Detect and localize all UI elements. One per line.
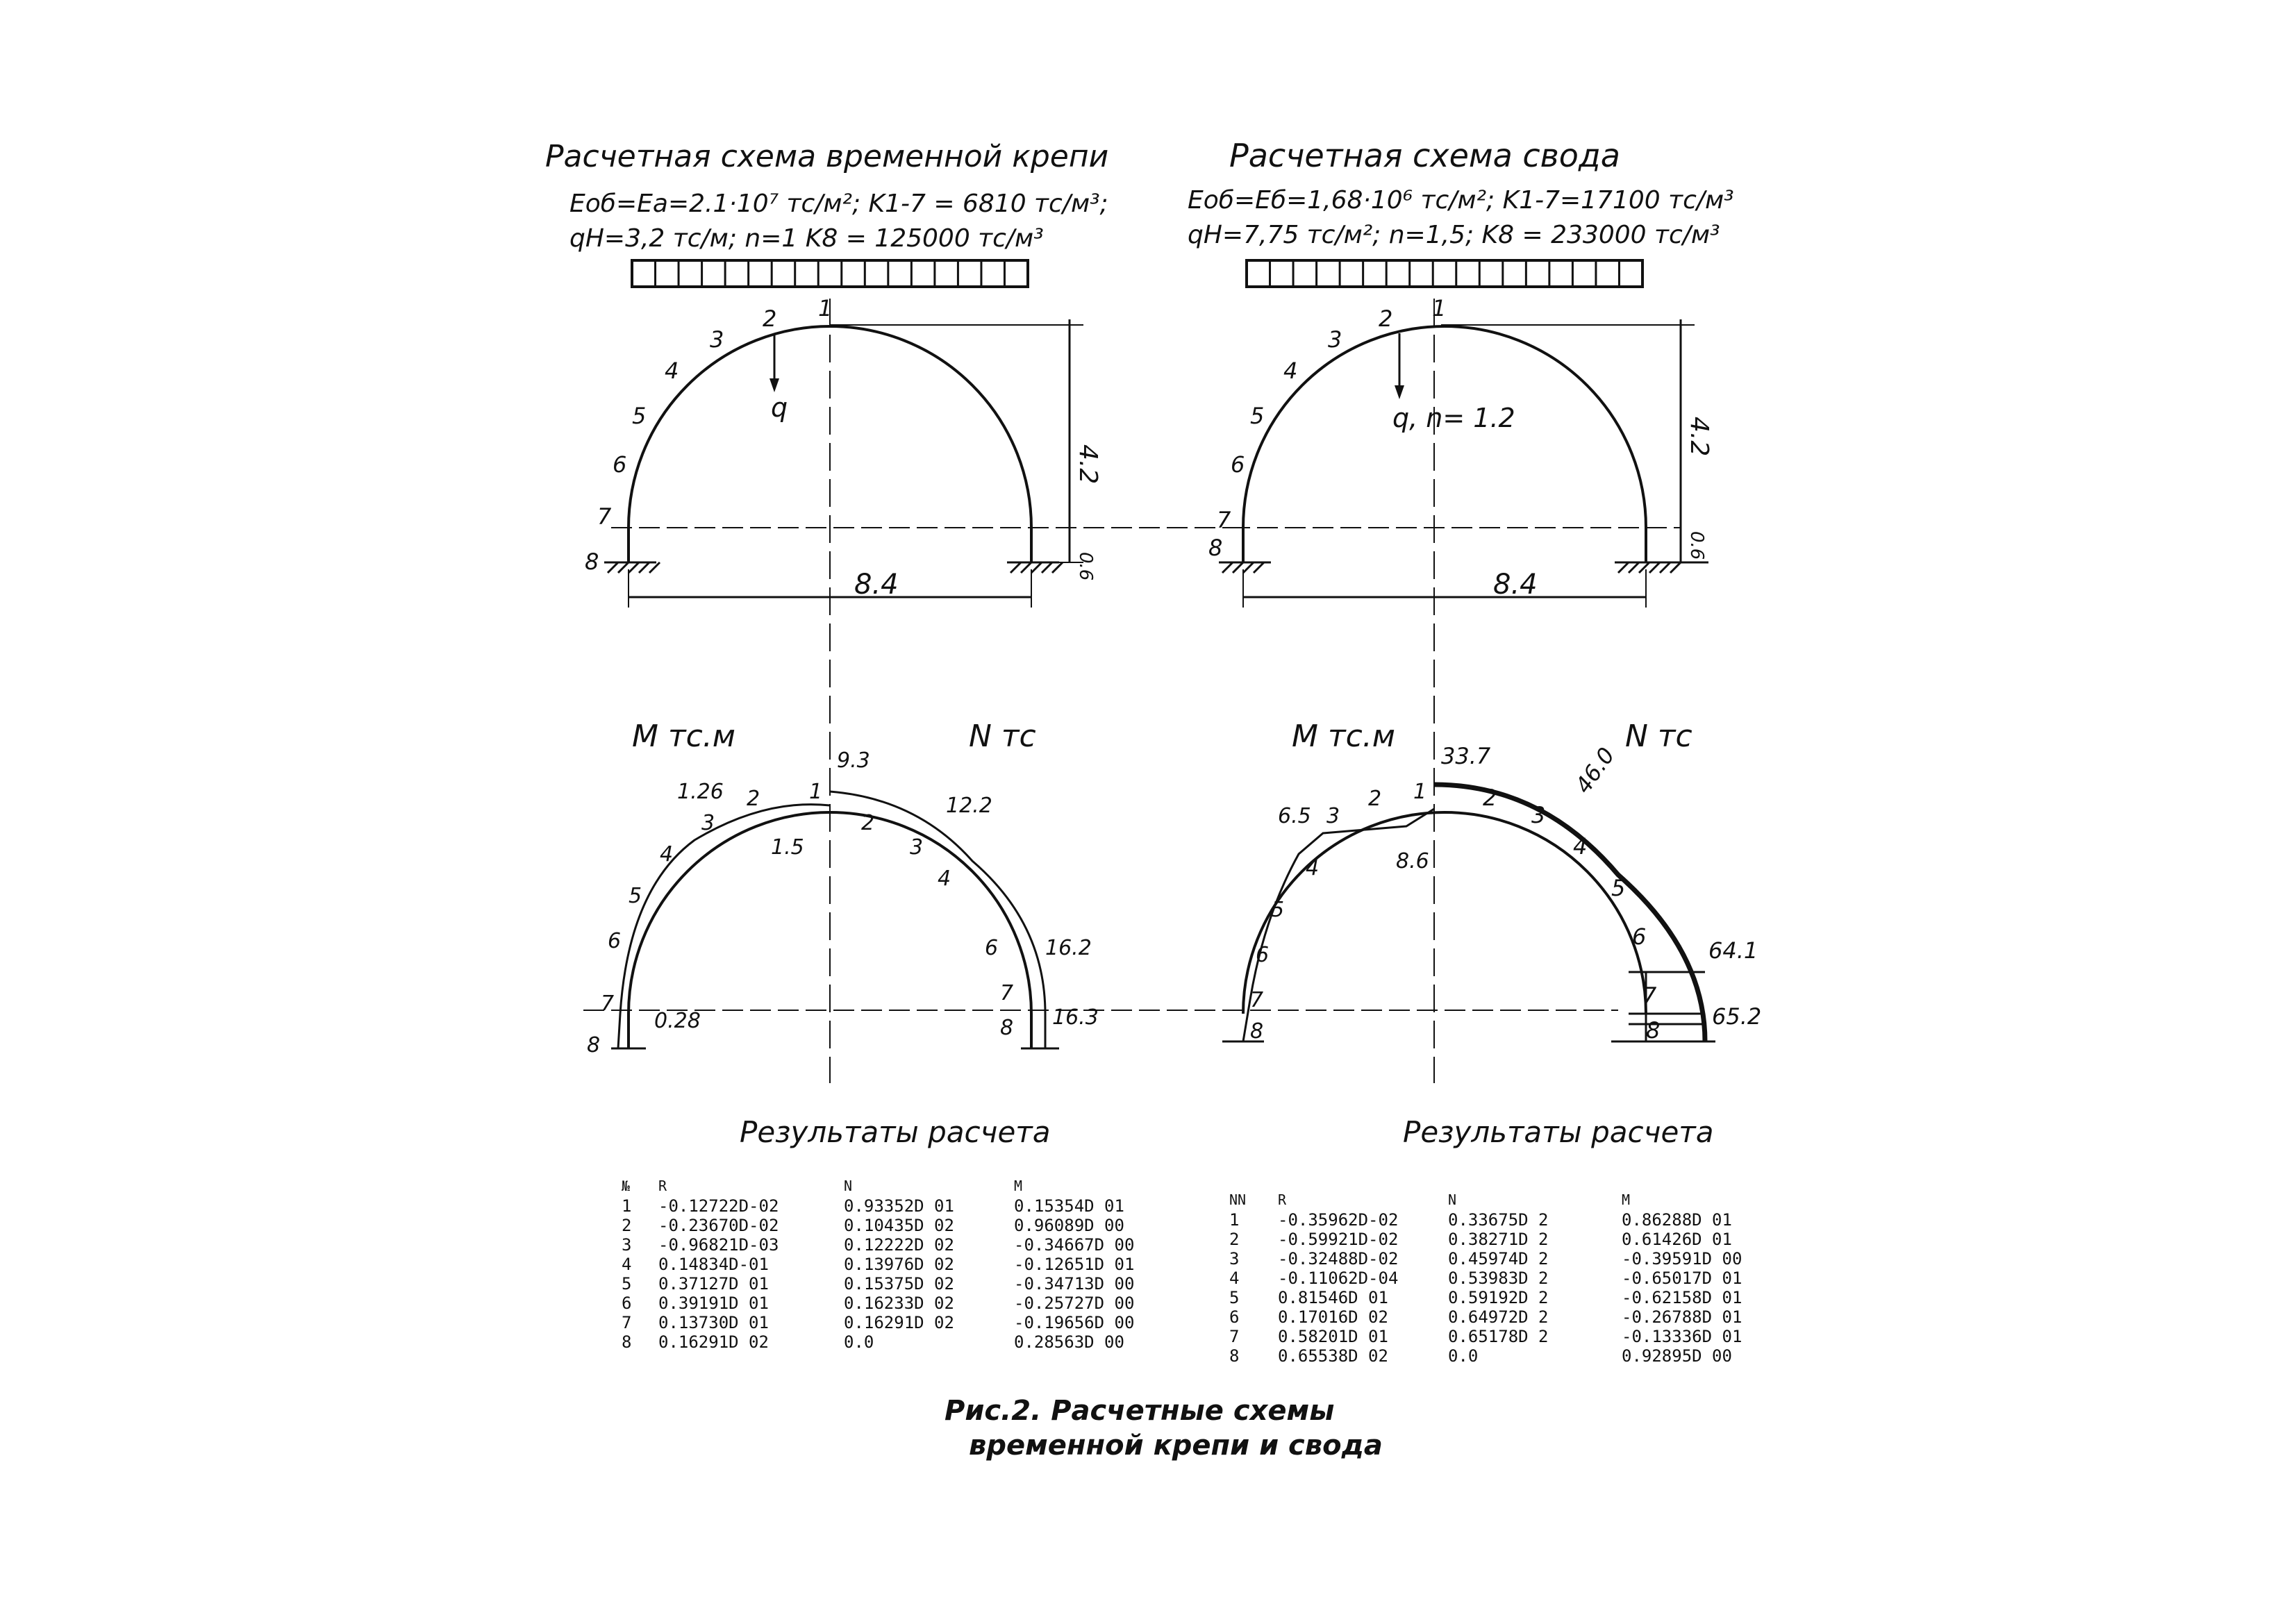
left-n-value-3: 16.2: [1045, 936, 1092, 960]
table-cell: 0.13976D 02: [844, 1255, 954, 1274]
table-cell: 0.16291D 02: [658, 1332, 769, 1352]
table-cell: 0.28563D 00: [1014, 1332, 1124, 1352]
table-header: M: [1014, 1178, 1023, 1194]
right-dnode-4: 4: [1306, 856, 1320, 880]
table-cell: 3: [1229, 1249, 1240, 1269]
table-cell: -0.13336D 01: [1622, 1327, 1742, 1346]
left-scheme: [545, 139, 1243, 608]
table-header: №: [622, 1178, 631, 1194]
table-cell: 1: [622, 1196, 632, 1216]
right-node-6: 6: [1231, 451, 1245, 478]
table-cell: -0.12651D 01: [1014, 1255, 1135, 1274]
table-cell: 1: [1229, 1210, 1240, 1230]
left-node-4: 4: [665, 358, 679, 384]
left-dnode-4: 4: [660, 842, 674, 867]
table-cell: 0.53983D 2: [1448, 1269, 1549, 1288]
right-params-line1: Eоб=Eб=1,68·10⁶ тс/м²; K1-7=17100 тс/м³: [1188, 186, 1734, 215]
right-force-envelope: [1434, 785, 1705, 1041]
table-cell: 0.64972D 2: [1448, 1307, 1549, 1327]
left-support-right: [1007, 562, 1063, 573]
left-dnode-4r: 4: [938, 867, 951, 891]
left-n-value-1: 9.3: [837, 748, 870, 773]
table-cell: 0.65178D 2: [1448, 1327, 1549, 1346]
left-m-value-1: 1.26: [677, 780, 724, 804]
left-node-7: 7: [597, 503, 612, 530]
left-title: Расчетная схема временной крепи: [545, 139, 1109, 174]
left-n-value-4: 16.3: [1052, 1005, 1099, 1030]
table-cell: 0.16291D 02: [844, 1313, 954, 1332]
left-dnode-1: 1: [809, 780, 823, 804]
left-dnode-2r: 2: [861, 811, 875, 835]
left-params-line1: Eоб=Ea=2.1·10⁷ тс/м²; K1-7 = 6810 тс/м³;: [569, 190, 1108, 218]
right-load-bar: [1247, 260, 1642, 287]
right-results-table: [1229, 1191, 1742, 1366]
right-n-value-1: 33.7: [1441, 743, 1491, 769]
right-dnode-2: 2: [1368, 787, 1382, 811]
right-m-value-2: 8.6: [1396, 849, 1429, 873]
table-cell: 0.45974D 2: [1448, 1249, 1549, 1269]
table-cell: 0.58201D 01: [1278, 1327, 1388, 1346]
right-support-right: [1615, 562, 1708, 573]
right-n-value-2: 46.0: [1570, 742, 1620, 798]
table-cell: -0.25727D 00: [1014, 1294, 1135, 1313]
left-height-value: 4.2: [1074, 444, 1102, 485]
table-cell: -0.23670D-02: [658, 1216, 779, 1235]
table-cell: 2: [1229, 1230, 1240, 1249]
left-force-label: N тс: [969, 719, 1036, 754]
right-node-3: 3: [1328, 326, 1342, 353]
table-header: M: [1622, 1191, 1631, 1208]
right-dnode-5r: 5: [1611, 875, 1626, 901]
right-diagram: [1195, 719, 1761, 1044]
table-cell: 0.0: [844, 1332, 874, 1352]
left-node-3: 3: [710, 326, 724, 353]
left-node-8: 8: [585, 549, 599, 575]
table-cell: 2: [622, 1216, 632, 1235]
table-header: R: [658, 1178, 667, 1194]
table-cell: 8: [1229, 1346, 1240, 1366]
table-header: NN: [1229, 1191, 1247, 1208]
right-moment-label: M тс.м: [1292, 719, 1395, 754]
table-cell: 8: [622, 1332, 632, 1352]
right-node-2: 2: [1379, 305, 1393, 332]
table-cell: 0.15354D 01: [1014, 1196, 1124, 1216]
table-cell: 0.10435D 02: [844, 1216, 954, 1235]
table-cell: 5: [1229, 1288, 1240, 1307]
left-node-2: 2: [763, 305, 777, 332]
table-cell: -0.62158D 01: [1622, 1288, 1742, 1307]
left-dnode-2: 2: [747, 787, 760, 811]
right-node-5: 5: [1250, 403, 1265, 429]
table-cell: 0.15375D 02: [844, 1274, 954, 1294]
table-cell: 0.92895D 00: [1622, 1346, 1732, 1366]
right-title: Расчетная схема свода: [1229, 137, 1620, 174]
right-dnode-8: 8: [1250, 1019, 1264, 1044]
table-cell: 6: [1229, 1307, 1240, 1327]
left-dnode-7: 7: [601, 991, 615, 1016]
right-node-4: 4: [1283, 358, 1298, 384]
table-cell: 0.93352D 01: [844, 1196, 954, 1216]
left-node-6: 6: [613, 451, 627, 478]
right-dnode-6r: 6: [1632, 923, 1647, 950]
table-cell: 0.96089D 00: [1014, 1216, 1124, 1235]
right-node-8: 8: [1208, 535, 1223, 561]
left-moment-label: M тс.м: [632, 719, 735, 754]
table-cell: 0.14834D-01: [658, 1255, 769, 1274]
table-cell: -0.39591D 00: [1622, 1249, 1742, 1269]
right-height-dim: [1441, 319, 1713, 562]
table-cell: -0.19656D 00: [1014, 1313, 1135, 1332]
right-node-1: 1: [1432, 295, 1447, 321]
table-cell: 0.37127D 01: [658, 1274, 769, 1294]
left-node-labels: [585, 295, 832, 575]
right-base-value: 0.6: [1686, 531, 1707, 560]
table-cell: -0.35962D-02: [1278, 1210, 1399, 1230]
left-dnode-8: 8: [587, 1033, 601, 1057]
table-cell: -0.34713D 00: [1014, 1274, 1135, 1294]
table-cell: 0.16233D 02: [844, 1294, 954, 1313]
right-n-value-4: 65.2: [1712, 1003, 1762, 1030]
left-dnode-5: 5: [629, 884, 642, 908]
table-header: R: [1278, 1191, 1287, 1208]
left-support-left: [604, 562, 660, 573]
table-cell: -0.96821D-03: [658, 1235, 779, 1255]
table-cell: 0.0: [1448, 1346, 1479, 1366]
table-cell: 0.12222D 02: [844, 1235, 954, 1255]
left-node-5: 5: [632, 403, 647, 429]
table-cell: 6: [622, 1294, 632, 1313]
left-dnode-3: 3: [701, 811, 715, 835]
right-dnode-3r: 3: [1531, 802, 1546, 828]
right-dnode-7: 7: [1250, 988, 1264, 1012]
table-cell: -0.59921D-02: [1278, 1230, 1399, 1249]
table-cell: 0.59192D 2: [1448, 1288, 1549, 1307]
table-cell: -0.32488D-02: [1278, 1249, 1399, 1269]
right-dnode-8r: 8: [1646, 1017, 1661, 1044]
right-n-value-3: 64.1: [1708, 937, 1758, 964]
table-cell: 3: [622, 1235, 632, 1255]
left-m-value-3: 0.28: [654, 1009, 701, 1033]
right-force-label: N тс: [1625, 719, 1692, 754]
table-cell: -0.65017D 01: [1622, 1269, 1742, 1288]
table-cell: 7: [1229, 1327, 1240, 1346]
table-cell: 5: [622, 1274, 632, 1294]
table-header: N: [844, 1178, 853, 1194]
right-results-title: Результаты расчета: [1403, 1115, 1714, 1149]
caption-line-2: временной крепи и свода: [969, 1430, 1383, 1462]
table-cell: 0.39191D 01: [658, 1294, 769, 1313]
left-dnode-7r: 7: [1000, 981, 1014, 1005]
table-cell: 0.13730D 01: [658, 1313, 769, 1332]
left-load-arrow: [770, 333, 788, 423]
right-dnode-4r: 4: [1573, 833, 1588, 860]
right-support-left: [1219, 562, 1271, 573]
right-load-arrow: [1392, 333, 1515, 433]
left-dnode-6: 6: [608, 929, 622, 953]
right-m-value-1: 6.5: [1278, 804, 1311, 828]
table-cell: -0.26788D 01: [1622, 1307, 1742, 1327]
right-span-value: 8.4: [1493, 569, 1538, 601]
left-diagram: [583, 719, 1229, 1057]
left-n-value-2: 12.2: [946, 794, 992, 818]
left-span-value: 8.4: [854, 569, 899, 601]
table-cell: -0.11062D-04: [1278, 1269, 1399, 1288]
left-dnode-3r: 3: [910, 835, 924, 860]
table-cell: 0.81546D 01: [1278, 1288, 1388, 1307]
left-base-value: 0.6: [1075, 552, 1096, 581]
table-cell: 0.65538D 02: [1278, 1346, 1388, 1366]
table-cell: 7: [622, 1313, 632, 1332]
left-params-line2: qН=3,2 тс/м; n=1 K8 = 125000 тс/м³: [569, 224, 1044, 253]
table-cell: 0.38271D 2: [1448, 1230, 1549, 1249]
left-height-dim: [830, 319, 1102, 580]
right-span-dim: [1243, 569, 1646, 608]
left-node-1: 1: [818, 295, 833, 321]
table-cell: -0.12722D-02: [658, 1196, 779, 1216]
right-scheme: [1188, 137, 1734, 608]
left-dnode-6r: 6: [985, 936, 999, 960]
right-dnode-1: 1: [1413, 780, 1427, 804]
left-m-value-2: 1.5: [771, 835, 804, 860]
table-cell: 0.17016D 02: [1278, 1307, 1388, 1327]
left-dnode-8r: 8: [1000, 1016, 1014, 1040]
right-dnode-2r: 2: [1483, 785, 1497, 811]
table-cell: 0.61426D 01: [1622, 1230, 1732, 1249]
left-load-label: q: [771, 392, 788, 423]
right-params-line2: qН=7,75 тс/м²; n=1,5; K8 = 233000 тс/м³: [1188, 221, 1720, 249]
right-height-value: 4.2: [1685, 417, 1713, 457]
right-dnode-6: 6: [1256, 943, 1270, 967]
table-header: N: [1448, 1191, 1457, 1208]
right-dnode-3: 3: [1326, 804, 1340, 828]
left-load-bar: [632, 260, 1028, 287]
left-results-table: [622, 1178, 1134, 1352]
caption-line-1: Рис.2. Расчетные схемы: [945, 1395, 1335, 1427]
table-cell: 0.33675D 2: [1448, 1210, 1549, 1230]
table-cell: 0.86288D 01: [1622, 1210, 1732, 1230]
right-load-label: q, n= 1.2: [1392, 403, 1515, 433]
table-cell: -0.34667D 00: [1014, 1235, 1135, 1255]
right-diagram-nodes: [1250, 780, 1660, 1044]
right-node-7: 7: [1217, 507, 1231, 533]
table-cell: 4: [622, 1255, 632, 1274]
left-results-title: Результаты расчета: [740, 1115, 1051, 1149]
right-dnode-7r: 7: [1642, 982, 1657, 1009]
right-dnode-5: 5: [1271, 898, 1285, 922]
table-cell: 4: [1229, 1269, 1240, 1288]
